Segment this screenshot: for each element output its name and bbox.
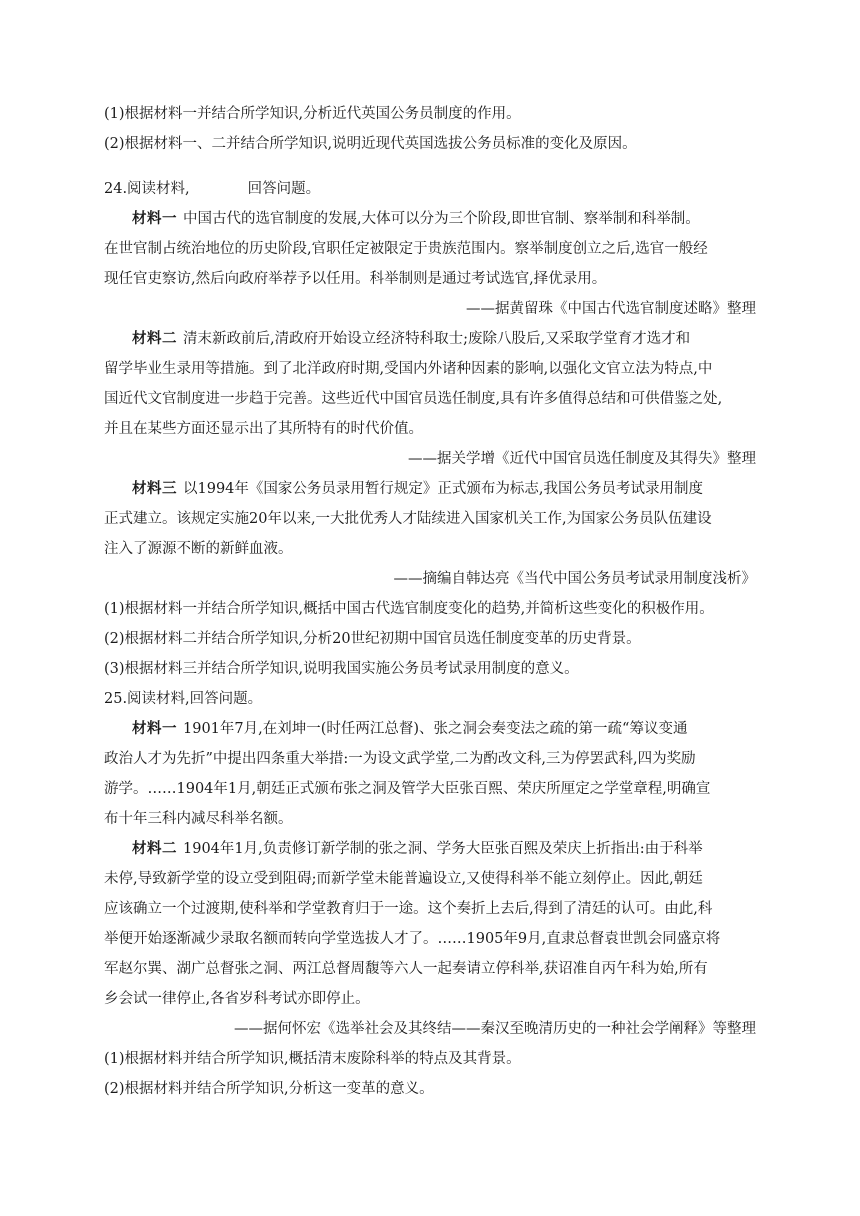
q25-m1-line-0: 材料一 1901年7月,在刘坤一(时任两江总督)、张之洞会奏变法之疏的第一疏“筹议变通: [132, 720, 688, 737]
q25-m2-line-0: 材料二 1904年1月,负责修订新学制的张之洞、学务大臣张百熙及荣庆上折指出:由于科举: [132, 840, 703, 857]
q24-m2-line-0: 材料二 清末新政前后,清政府开始设立经济特科取士;废除八股后,又采取学堂育才选才和: [132, 330, 691, 347]
q25-sub1: (1)根据材料并结合所学知识,概括清末废除科举的特点及其背景。: [104, 1051, 521, 1067]
q23-sub1: (1)根据材料一并结合所学知识,分析近代英国公务员制度的作用。: [104, 106, 521, 122]
q25-m1-line-3: 布十年三科内减尽科举名额。: [104, 811, 293, 827]
q25-sub2: (2)根据材料并结合所学知识,分析这一变革的意义。: [104, 1081, 434, 1097]
q24-m3-label: 材料三: [132, 480, 177, 497]
q25-m2-line-2: 应该确立一个过渡期,使科举和学堂教育归于一途。这个奏折上去后,得到了清廷的认可。由此,科: [104, 901, 713, 917]
q24-m2-line-1: 留学毕业生录用等措施。到了北洋政府时期,受国内外诸种因素的影响,以强化文官立法为特点,中: [104, 361, 713, 377]
q24-m1-label: 材料一: [132, 210, 177, 227]
q25-m1-label: 材料一: [132, 720, 177, 737]
q24-m3-line-0: 材料三 以1994年《国家公务员录用暂行规定》正式颁布为标志,我国公务员考试录用制度: [132, 480, 704, 497]
q24-m3-source: ——摘编自韩达亮《当代中国公务员考试录用制度浅析》: [393, 571, 756, 587]
q24-title: [104, 179, 320, 199]
q24-m3-line-1: 正式建立。该规定实施20年以来,一大批优秀人才陆续进入国家机关工作,为国家公务员队伍建设: [104, 511, 712, 527]
q24-title-b: 回答问题。: [247, 181, 321, 197]
q24-sub2: (2)根据材料二并结合所学知识,分析20世纪初期中国官员选任制度变革的历史背景。: [104, 631, 641, 647]
q23-sub2: (2)根据材料一、二并结合所学知识,说明近现代英国选拔公务员标准的变化及原因。: [104, 136, 637, 152]
q25-m1-line-1: 政治人才为先折”中提出四条重大举措:一为设文武学堂,二为酌改文科,三为停罢武科,四为奖励: [104, 751, 696, 767]
q24-m2-source: ——据关学增《近代中国官员选任制度及其得失》整理: [408, 451, 756, 467]
q25-m2-line-3: 举便开始逐渐减少录取名额而转向学堂选拔人才了。……1905年9月,直隶总督袁世凯会同盛京将: [104, 931, 721, 947]
q24-sub1: (1)根据材料一并结合所学知识,概括中国古代选官制度变化的趋势,并简析这些变化的积极作用。: [104, 601, 714, 617]
q25-m2-line-1: 未停,导致新学堂的设立受到阻碍;而新学堂未能普遍设立,又使得科举不能立刻停止。因此,朝廷: [104, 871, 703, 887]
q24-m1-line-2: 现任官吏察访,然后向政府举荐予以任用。科举制则是通过考试选官,择优录用。: [104, 271, 607, 287]
q24-m1-line-0: 材料一 中国古代的选官制度的发展,大体可以分为三个阶段,即世官制、察举制和科举制。: [132, 210, 700, 227]
q24-m1-line-1: 在世官制占统治地位的历史阶段,官职任定被限定于贵族范围内。察举制度创立之后,选官一般经: [104, 241, 708, 257]
q25-m1-line-2: 游学。……1904年1月,朝廷正式颁布张之洞及管学大臣张百熙、荣庆所厘定之学堂章程,明确宣: [104, 781, 711, 797]
q24-m2-line-2: 国近代文官制度进一步趋于完善。这些近代中国官员选任制度,具有许多值得总结和可供借鉴之处,: [104, 391, 723, 407]
q25-m2-source: ——据何怀宏《选举社会及其终结——秦汉至晚清历史的一种社会学阐释》等整理: [234, 1021, 756, 1037]
q25-m2-line-5: 乡会试一律停止,各省岁科考试亦即停止。: [104, 991, 370, 1007]
q25-m2-line-4: 军赵尔巽、湖广总督张之洞、两江总督周馥等六人一起奏请立停科举,获诏准自丙午科为始,所有: [104, 961, 708, 977]
q24-title-a: 24.阅读材料,: [104, 181, 190, 197]
q24-m2-label: 材料二: [132, 330, 177, 347]
q25-title: 25.阅读材料,回答问题。: [104, 691, 263, 707]
q24-m3-line-2: 注入了源源不断的新鲜血液。: [104, 541, 293, 557]
q24-sub3: (3)根据材料三并结合所学知识,说明我国实施公务员考试录用制度的意义。: [104, 661, 579, 677]
q24-m1-source: ——据黄留珠《中国古代选官制度述略》整理: [466, 301, 756, 317]
q24-m2-line-3: 并且在某些方面还显示出了其所特有的时代价值。: [104, 421, 423, 437]
q25-m2-label: 材料二: [132, 840, 177, 857]
